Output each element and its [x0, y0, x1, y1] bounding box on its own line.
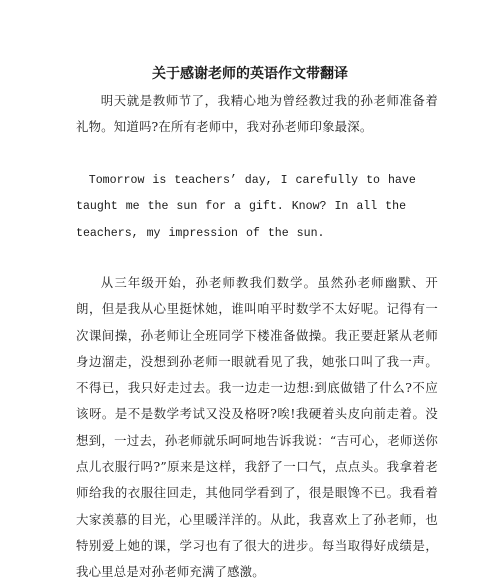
- paragraph-intro-chinese: 明天就是教师节了，我精心地为曾经教过我的孙老师准备着礼物。知道吗?在所有老师中，我对孙老师印象最深。: [76, 93, 438, 135]
- paragraph-story-chinese: 从三年级开始，孙老师教我们数学。虽然孙老师幽默、开朗，但是我从心里挺怵她，谁叫咱平时数学不太好呢。记得有一次课间操，孙老师让全班同学下楼准备做操。我正要赶紧从老师身边溜走，没想到孙老师一眼就看见了我，她张口叫了我一声。不得已，我只好走过去。我一边走一边想:到底做错了什么?不应该呀。是不是数学考试又没及格呀?唉!我硬着头皮向前走着。没想到，一过去，孙老师就乐呵呵地告诉我说：“吉可心，老师送你点儿衣服行吗?”原来是这样，我舒了一口气，点点头。我拿着老师给我的衣服往回走，其他同学看到了，很是眼馋不已。我看着大家羡慕的目光，心里暖洋洋的。从此，我喜欢上了孙老师，也特别爱上她的课，学习也有了很大的进步。每当取得好成绩是，我心里总是对孙老师充满了感激。: [76, 275, 438, 580]
- paragraph-intro-english: Tomorrow is teachers’ day, I carefully to have taught me the sun for a gift. Know? In all the teachers, my impression of the sun.: [76, 174, 416, 240]
- document-title: 关于感谢老师的英语作文带翻译: [152, 66, 348, 82]
